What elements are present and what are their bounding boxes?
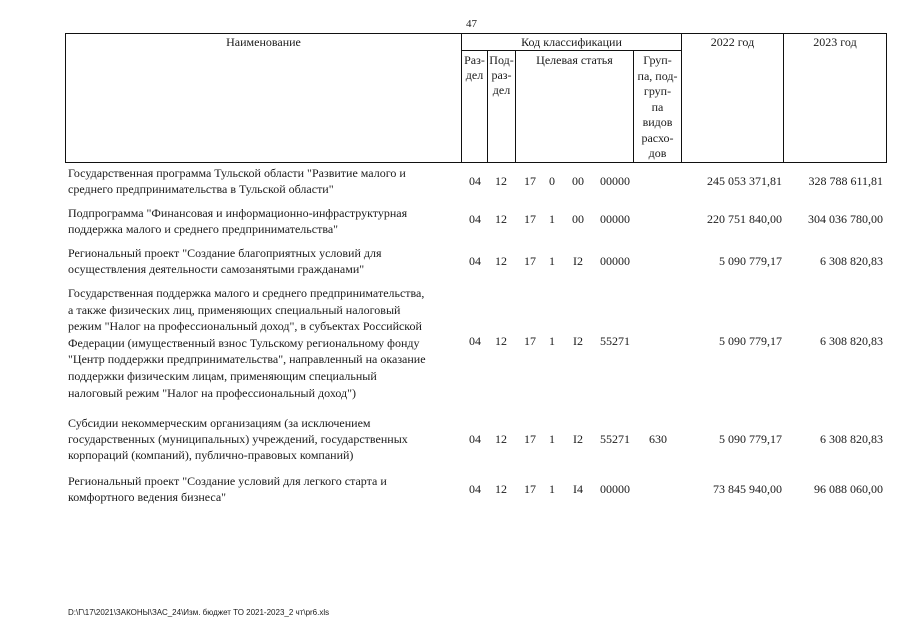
cell-2022: 5 090 779,17 (719, 432, 782, 446)
cell-cs1: 17 (524, 432, 536, 446)
cell-razdel: 04 (469, 254, 481, 268)
row-name: Подпрограмма "Финансовая и информационно-инфраструктурная поддержка малого и среднего предпринимательства" (68, 206, 408, 236)
cell-2022: 5 090 779,17 (719, 254, 782, 268)
row-name: Региональный проект "Создание условий для легкого старта и комфортного ведения бизнеса" (68, 474, 387, 504)
cell-cs2: 1 (549, 254, 555, 268)
cell-cs2: 1 (549, 482, 555, 496)
header-target-article: Целевая статья (536, 53, 613, 67)
cell-cs2: 1 (549, 432, 555, 446)
cell-podrazdel: 12 (495, 482, 507, 496)
cell-podrazdel: 12 (495, 174, 507, 188)
cell-cs2: 1 (549, 212, 555, 226)
cell-podrazdel: 12 (495, 432, 507, 446)
cell-cs1: 17 (524, 482, 536, 496)
header-expense-group: Груп- па, под- груп- па видов расхо- дов (637, 53, 678, 160)
cell-2023: 6 308 820,83 (820, 432, 883, 446)
cell-cs3: I2 (573, 254, 583, 268)
cell-cs3: I2 (573, 334, 583, 348)
cell-podrazdel: 12 (495, 212, 507, 226)
cell-razdel: 04 (469, 482, 481, 496)
cell-razdel: 04 (469, 334, 481, 348)
cell-razdel: 04 (469, 432, 481, 446)
cell-cs4: 00000 (600, 212, 630, 226)
footer-file-path: D:\Г\17\2021\ЗАКОНЫ\ЗАС_24\Изм. бюджет ТО 2021-2023_2 чт\pr6.xls (68, 608, 330, 617)
cell-vr: 630 (649, 432, 667, 446)
header-name: Наименование (226, 35, 301, 49)
header-section: Раз- дел (464, 53, 485, 82)
cell-razdel: 04 (469, 174, 481, 188)
cell-cs1: 17 (524, 212, 536, 226)
cell-cs4: 55271 (600, 334, 630, 348)
page-number: 47 (466, 18, 477, 30)
row-name: Государственная поддержка малого и среднего предпринимательства, а также физических лиц, применяющих специальный налоговый режим "Налог на профессиональный доход", в субъектах Российской Федерации (имущественный взнос Тульскому региональному фонду "Центр поддержки предпринимательства", направленный на оказание поддержки физическим лицам, применяющим специальный налоговый режим "Налог на профессиональный доход") (68, 286, 426, 400)
cell-2022: 220 751 840,00 (707, 212, 782, 226)
cell-cs1: 17 (524, 334, 536, 348)
cell-cs4: 00000 (600, 482, 630, 496)
header-subsection: Под- раз- дел (489, 53, 514, 97)
cell-cs1: 17 (524, 254, 536, 268)
cell-cs3: I4 (573, 482, 583, 496)
cell-2022: 245 053 371,81 (707, 174, 782, 188)
cell-cs2: 0 (549, 174, 555, 188)
cell-cs1: 17 (524, 174, 536, 188)
cell-podrazdel: 12 (495, 254, 507, 268)
cell-cs4: 55271 (600, 432, 630, 446)
cell-cs2: 1 (549, 334, 555, 348)
cell-cs3: I2 (573, 432, 583, 446)
cell-podrazdel: 12 (495, 334, 507, 348)
cell-2023: 304 036 780,00 (808, 212, 883, 226)
row-name: Региональный проект "Создание благоприятных условий для осуществления деятельности самозанятыми гражданами" (68, 246, 382, 276)
cell-2022: 73 845 940,00 (713, 482, 782, 496)
cell-2023: 328 788 611,81 (808, 174, 883, 188)
cell-razdel: 04 (469, 212, 481, 226)
row-name: Субсидии некоммерческим организациям (за исключением государственных (муниципальных) учреждений, государственных корпораций (компаний), публично-правовых компаний) (68, 416, 408, 462)
cell-cs3: 00 (572, 174, 584, 188)
cell-2023: 6 308 820,83 (820, 334, 883, 348)
cell-2022: 5 090 779,17 (719, 334, 782, 348)
cell-cs4: 00000 (600, 254, 630, 268)
cell-2023: 6 308 820,83 (820, 254, 883, 268)
cell-2023: 96 088 060,00 (814, 482, 883, 496)
cell-cs3: 00 (572, 212, 584, 226)
cell-cs4: 00000 (600, 174, 630, 188)
row-name: Государственная программа Тульской области "Развитие малого и среднего предпринимательства в Тульской области" (68, 166, 406, 196)
header-code: Код классификации (521, 35, 622, 49)
header-year-2022: 2022 год (710, 35, 755, 49)
header-year-2023: 2023 год (813, 35, 857, 49)
